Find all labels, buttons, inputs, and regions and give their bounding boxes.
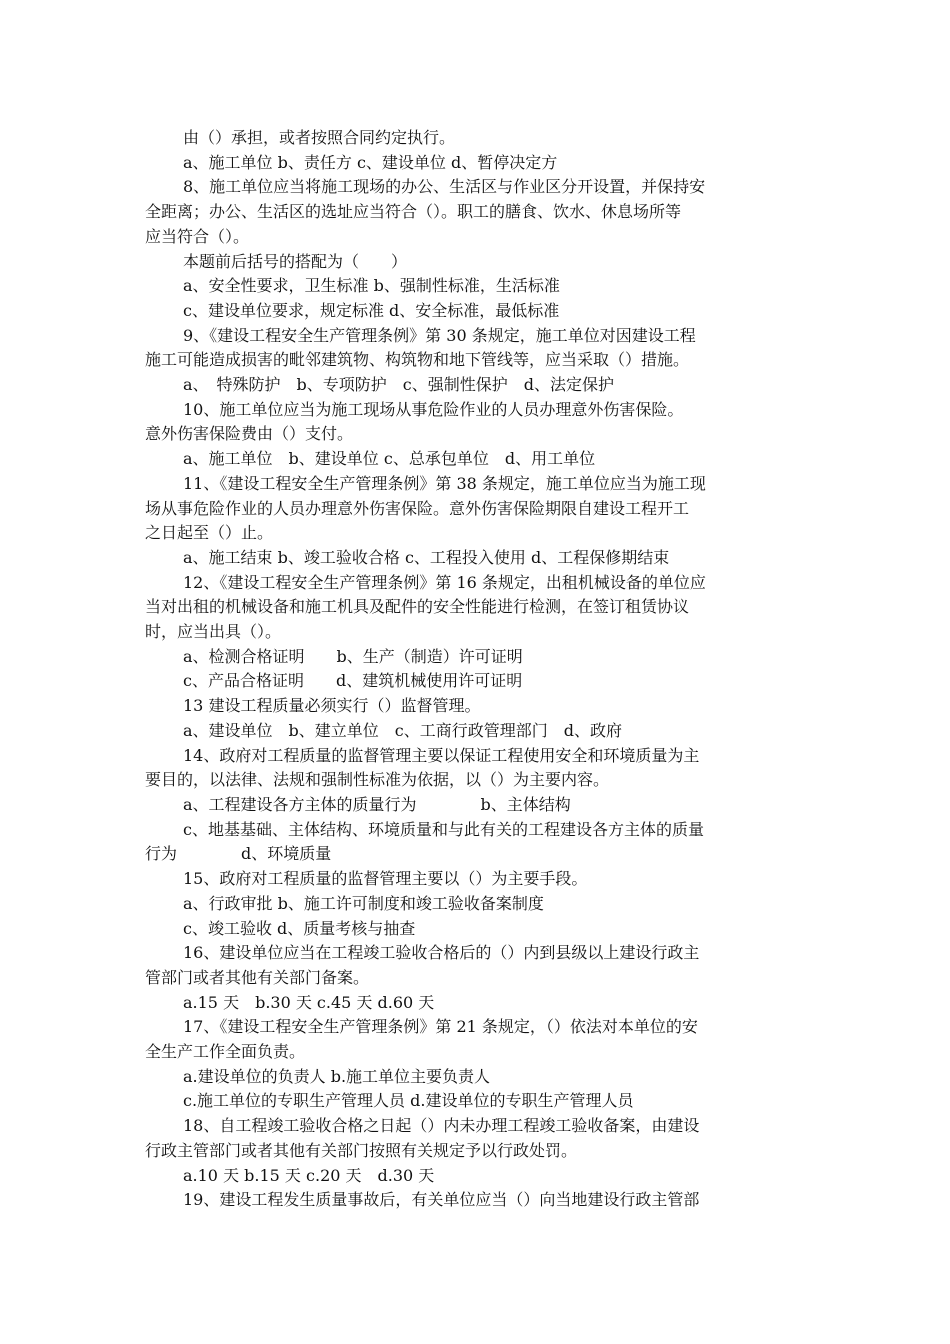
text-line: 13 建设工程质量必须实行（）监督管理。 [183,696,481,716]
text-line: a、检测合格证明 b、生产（制造）许可证明 [183,646,523,666]
text-line: a、行政审批 b、施工许可制度和竣工验收备案制度 [183,893,544,913]
text-line: a、施工单位 b、责任方 c、建设单位 d、暂停决定方 [183,152,558,172]
text-line: a、施工结束 b、竣工验收合格 c、工程投入使用 d、工程保修期结束 [183,547,670,567]
text-line: 8、施工单位应当将施工现场的办公、生活区与作业区分开设置，并保持安 [183,177,706,197]
text-line: c、地基基础、主体结构、环境质量和与此有关的工程建设各方主体的质量 [183,819,704,839]
text-line: 管部门或者其他有关部门备案。 [145,967,370,987]
text-line: 要目的，以法律、法规和强制性标准为依据，以（）为主要内容。 [145,770,610,790]
text-line: c、产品合格证明 d、建筑机械使用许可证明 [183,671,523,691]
text-line: 11、《建设工程安全生产管理条例》第 38 条规定，施工单位应当为施工现 [183,473,706,493]
text-line: 时，应当出具（）。 [145,622,282,642]
text-line: 18、自工程竣工验收合格之日起（）内未办理工程竣工验收备案，由建设 [183,1116,700,1136]
text-line: a.10 天 b.15 天 c.20 天 d.30 天 [183,1165,435,1185]
text-line: a.15 天 b.30 天 c.45 天 d.60 天 [183,992,435,1012]
text-line: 应当符合（）。 [145,226,250,246]
text-line: 意外伤害保险费由（）支付。 [145,424,354,444]
text-line: a、工程建设各方主体的质量行为 b、主体结构 [183,794,571,814]
text-line: 本题前后括号的搭配为（ ） [183,251,408,271]
text-line: c、竣工验收 d、质量考核与抽查 [183,918,416,938]
text-line: a、 特殊防护 b、专项防护 c、强制性保护 d、法定保护 [183,375,614,395]
text-line: 14、政府对工程质量的监督管理主要以保证工程使用安全和环境质量为主 [183,745,700,765]
text-line: 10、施工单位应当为施工现场从事危险作业的人员办理意外伤害保险。 [183,399,684,419]
text-line: a、安全性要求，卫生标准 b、强制性标准，生活标准 [183,276,560,296]
text-line: a.建设单位的负责人 b.施工单位主要负责人 [183,1066,491,1086]
text-line: 16、建设单位应当在工程竣工验收合格后的（）内到县级以上建设行政主 [183,943,700,963]
text-line: 由（）承担，或者按照合同约定执行。 [183,128,456,147]
text-line: 9、《建设工程安全生产管理条例》第 30 条规定，施工单位对因建设工程 [183,325,696,345]
text-line: 19、建设工程发生质量事故后，有关单位应当（）向当地建设行政主管部 [183,1190,700,1210]
text-line: 15、政府对工程质量的监督管理主要以（）为主要手段。 [183,869,588,889]
text-line: 全距离；办公、生活区的选址应当符合（）。职工的膳食、饮水、休息场所等 [145,202,682,222]
text-line: a、施工单位 b、建设单位 c、总承包单位 d、用工单位 [183,449,596,469]
text-line: 场从事危险作业的人员办理意外伤害保险。意外伤害保险期限自建设工程开工 [145,498,690,518]
text-line: 当对出租的机械设备和施工机具及配件的安全性能进行检测，在签订租赁协议 [145,597,690,617]
text-line: 行政主管部门或者其他有关部门按照有关规定予以行政处罚。 [145,1140,578,1160]
text-line: 全生产工作全面负责。 [145,1042,306,1062]
text-line: c.施工单位的专职生产管理人员 d.建设单位的专职生产管理人员 [183,1091,634,1111]
text-line: 17、《建设工程安全生产管理条例》第 21 条规定，（）依法对本单位的安 [183,1017,698,1037]
text-line: a、建设单位 b、建立单位 c、工商行政管理部门 d、政府 [183,720,622,740]
text-line: c、建设单位要求，规定标准 d、安全标准，最低标准 [183,300,560,320]
text-line: 之日起至（）止。 [145,523,274,543]
text-line: 12、《建设工程安全生产管理条例》第 16 条规定，出租机械设备的单位应 [183,572,706,592]
text-line: 行为 d、环境质量 [145,844,332,864]
document-body [145,126,805,1213]
text-line: 施工可能造成损害的毗邻建筑物、构筑物和地下管线等，应当采取（）措施。 [145,350,690,370]
